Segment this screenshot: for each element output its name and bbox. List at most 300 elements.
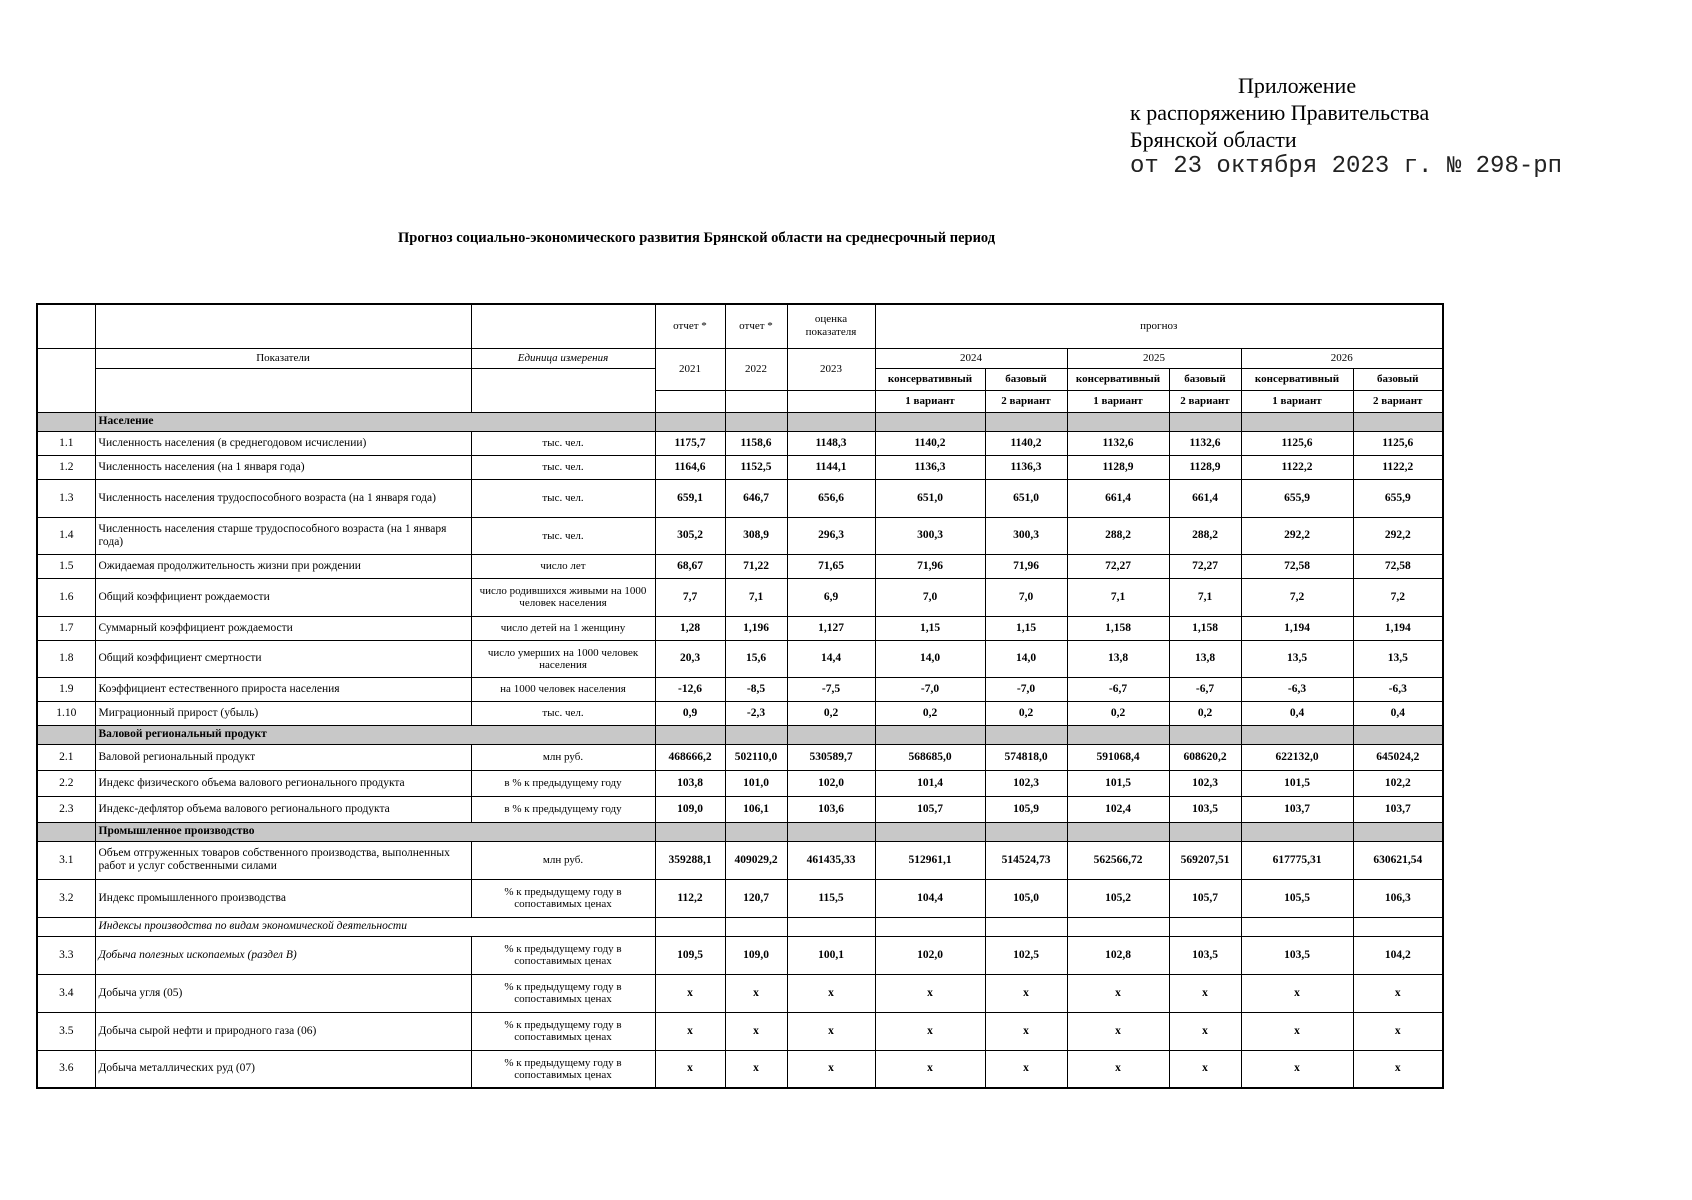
- value-cell: 0,2: [1169, 701, 1241, 725]
- header-empty-name: [95, 304, 471, 348]
- header-estimate: оценка показателя: [787, 304, 875, 348]
- value-cell: 103,5: [1241, 936, 1353, 974]
- value-cell: 1175,7: [655, 431, 725, 455]
- value-cell: x: [787, 1050, 875, 1088]
- section-name: Население: [95, 412, 655, 431]
- row-number: 2.1: [37, 744, 95, 770]
- section-num-blank: [37, 725, 95, 744]
- indicator-name: Валовой региональный продукт: [95, 744, 471, 770]
- value-cell: 109,0: [655, 796, 725, 822]
- row-number: 3.3: [37, 936, 95, 974]
- unit-of-measure: тыс. чел.: [471, 431, 655, 455]
- header-empty-num: [37, 304, 95, 348]
- value-cell: 103,6: [787, 796, 875, 822]
- value-cell: 0,4: [1241, 701, 1353, 725]
- value-cell: 359288,1: [655, 841, 725, 879]
- value-cell: 288,2: [1067, 517, 1169, 554]
- value-cell: 1,158: [1067, 616, 1169, 640]
- value-cell: x: [1353, 974, 1443, 1012]
- section-blank-cell: [655, 725, 725, 744]
- value-cell: 101,0: [725, 770, 787, 796]
- subheading-blank-cell: [787, 917, 875, 936]
- section-blank-cell: [1067, 822, 1169, 841]
- row-number: 1.1: [37, 431, 95, 455]
- subheading-blank-cell: [1169, 917, 1241, 936]
- value-cell: x: [1169, 974, 1241, 1012]
- section-blank-cell: [1067, 725, 1169, 744]
- header-variant1-2026: 1 вариант: [1241, 390, 1353, 412]
- table-row: [37, 936, 1443, 974]
- value-cell: 102,5: [985, 936, 1067, 974]
- unit-of-measure: тыс. чел.: [471, 455, 655, 479]
- value-cell: 1128,9: [1169, 455, 1241, 479]
- indicator-name: Численность населения (в среднегодовом исчислении): [95, 431, 471, 455]
- value-cell: x: [725, 974, 787, 1012]
- value-cell: 1152,5: [725, 455, 787, 479]
- section-blank-cell: [875, 725, 985, 744]
- section-blank-cell: [1169, 412, 1241, 431]
- value-cell: 71,22: [725, 554, 787, 578]
- value-cell: 1,15: [985, 616, 1067, 640]
- table-row: [37, 974, 1443, 1012]
- section-blank-cell: [1241, 412, 1353, 431]
- row-number: 3.1: [37, 841, 95, 879]
- value-cell: 305,2: [655, 517, 725, 554]
- value-cell: 591068,4: [1067, 744, 1169, 770]
- value-cell: x: [1169, 1050, 1241, 1088]
- value-cell: x: [1067, 1050, 1169, 1088]
- indicator-name: Добыча металлических руд (07): [95, 1050, 471, 1088]
- value-cell: 1132,6: [1067, 431, 1169, 455]
- value-cell: 71,65: [787, 554, 875, 578]
- value-cell: 1,15: [875, 616, 985, 640]
- subheading-blank-cell: [655, 917, 725, 936]
- appendix-date-number: от 23 октября 2023 г. № 298-рп: [1130, 153, 1563, 180]
- value-cell: 1,194: [1353, 616, 1443, 640]
- value-cell: 72,27: [1169, 554, 1241, 578]
- value-cell: 105,0: [985, 879, 1067, 917]
- indicator-name: Добыча угля (05): [95, 974, 471, 1012]
- header-base-2024: базовый: [985, 368, 1067, 390]
- row-number: 1.5: [37, 554, 95, 578]
- value-cell: 502110,0: [725, 744, 787, 770]
- value-cell: 13,8: [1067, 640, 1169, 677]
- section-blank-cell: [655, 822, 725, 841]
- value-cell: x: [1067, 974, 1169, 1012]
- value-cell: 622132,0: [1241, 744, 1353, 770]
- table-row: [37, 431, 1443, 455]
- subheading-blank-cell: [875, 917, 985, 936]
- value-cell: 1164,6: [655, 455, 725, 479]
- header-forecast: прогноз: [875, 304, 1443, 348]
- unit-of-measure: в % к предыдущему году: [471, 796, 655, 822]
- value-cell: -6,3: [1241, 677, 1353, 701]
- value-cell: 1144,1: [787, 455, 875, 479]
- table-row: [37, 517, 1443, 554]
- section-blank-cell: [985, 822, 1067, 841]
- value-cell: 72,58: [1241, 554, 1353, 578]
- header-num-cell: [37, 348, 95, 412]
- appendix-line-3: Брянской области: [1130, 127, 1297, 152]
- value-cell: 0,2: [1067, 701, 1169, 725]
- row-number: 1.6: [37, 578, 95, 616]
- value-cell: 1148,3: [787, 431, 875, 455]
- value-cell: 101,5: [1067, 770, 1169, 796]
- indicator-name: Коэффициент естественного прироста населения: [95, 677, 471, 701]
- value-cell: 102,3: [985, 770, 1067, 796]
- value-cell: 562566,72: [1067, 841, 1169, 879]
- unit-of-measure: число лет: [471, 554, 655, 578]
- section-blank-cell: [725, 822, 787, 841]
- value-cell: 630621,54: [1353, 841, 1443, 879]
- value-cell: 0,2: [985, 701, 1067, 725]
- section-blank-cell: [725, 412, 787, 431]
- row-number: 3.6: [37, 1050, 95, 1088]
- value-cell: x: [1241, 974, 1353, 1012]
- indicator-name: Добыча сырой нефти и природного газа (06): [95, 1012, 471, 1050]
- value-cell: 296,3: [787, 517, 875, 554]
- section-name: Промышленное производство: [95, 822, 655, 841]
- value-cell: 102,0: [875, 936, 985, 974]
- table-row: [37, 479, 1443, 517]
- value-cell: 105,7: [875, 796, 985, 822]
- value-cell: 1125,6: [1241, 431, 1353, 455]
- table-row: [37, 578, 1443, 616]
- value-cell: 7,0: [985, 578, 1067, 616]
- value-cell: 7,1: [1067, 578, 1169, 616]
- header-variant2-2026: 2 вариант: [1353, 390, 1443, 412]
- row-number: 1.3: [37, 479, 95, 517]
- value-cell: 109,0: [725, 936, 787, 974]
- table-row: [37, 640, 1443, 677]
- value-cell: -6,3: [1353, 677, 1443, 701]
- value-cell: x: [1241, 1050, 1353, 1088]
- unit-of-measure: число детей на 1 женщину: [471, 616, 655, 640]
- value-cell: 300,3: [875, 517, 985, 554]
- value-cell: 468666,2: [655, 744, 725, 770]
- forecast-table: [36, 303, 1444, 1089]
- section-blank-cell: [1169, 725, 1241, 744]
- value-cell: x: [1353, 1050, 1443, 1088]
- table-row: [37, 879, 1443, 917]
- value-cell: 102,0: [787, 770, 875, 796]
- indicator-name: Добыча полезных ископаемых (раздел В): [95, 936, 471, 974]
- value-cell: 7,2: [1241, 578, 1353, 616]
- value-cell: 530589,7: [787, 744, 875, 770]
- table-row: [37, 701, 1443, 725]
- header-variant1-2025: 1 вариант: [1067, 390, 1169, 412]
- section-blank-cell: [1241, 725, 1353, 744]
- header-unit-blank: [471, 368, 655, 412]
- value-cell: -6,7: [1169, 677, 1241, 701]
- row-number: 1.8: [37, 640, 95, 677]
- value-cell: 106,3: [1353, 879, 1443, 917]
- value-cell: x: [655, 974, 725, 1012]
- section-blank-cell: [985, 725, 1067, 744]
- value-cell: 109,5: [655, 936, 725, 974]
- value-cell: 1132,6: [1169, 431, 1241, 455]
- table-row: [37, 1012, 1443, 1050]
- value-cell: 608620,2: [1169, 744, 1241, 770]
- value-cell: 1,196: [725, 616, 787, 640]
- section-blank-cell: [875, 822, 985, 841]
- value-cell: 103,5: [1169, 936, 1241, 974]
- value-cell: x: [787, 1012, 875, 1050]
- value-cell: 292,2: [1353, 517, 1443, 554]
- appendix-line-2: к распоряжению Правительства: [1130, 100, 1430, 125]
- header-indicators: Показатели: [95, 348, 471, 368]
- unit-of-measure: тыс. чел.: [471, 701, 655, 725]
- value-cell: 617775,31: [1241, 841, 1353, 879]
- value-cell: 574818,0: [985, 744, 1067, 770]
- unit-of-measure: % к предыдущему году в сопоставимых ценах: [471, 879, 655, 917]
- section-blank-cell: [1353, 822, 1443, 841]
- header-conservative-2026: консервативный: [1241, 368, 1353, 390]
- value-cell: 104,2: [1353, 936, 1443, 974]
- unit-of-measure: % к предыдущему году в сопоставимых ценах: [471, 936, 655, 974]
- value-cell: x: [655, 1050, 725, 1088]
- table-row: [37, 616, 1443, 640]
- indicator-name: Численность населения старше трудоспособного возраста (на 1 января года): [95, 517, 471, 554]
- unit-of-measure: млн руб.: [471, 841, 655, 879]
- section-blank-cell: [985, 412, 1067, 431]
- value-cell: 104,4: [875, 879, 985, 917]
- section-blank-cell: [875, 412, 985, 431]
- value-cell: 1140,2: [985, 431, 1067, 455]
- value-cell: 1,127: [787, 616, 875, 640]
- value-cell: 409029,2: [725, 841, 787, 879]
- value-cell: 651,0: [875, 479, 985, 517]
- table-row: [37, 1050, 1443, 1088]
- value-cell: x: [985, 974, 1067, 1012]
- value-cell: -7,0: [875, 677, 985, 701]
- value-cell: 512961,1: [875, 841, 985, 879]
- unit-of-measure: число родившихся живыми на 1000 человек населения: [471, 578, 655, 616]
- value-cell: 102,2: [1353, 770, 1443, 796]
- header-unit: Единица измерения: [471, 348, 655, 368]
- row-number: 3.5: [37, 1012, 95, 1050]
- value-cell: 13,8: [1169, 640, 1241, 677]
- value-cell: 308,9: [725, 517, 787, 554]
- header-name-blank: [95, 368, 471, 412]
- value-cell: 13,5: [1241, 640, 1353, 677]
- value-cell: x: [985, 1050, 1067, 1088]
- indicator-name: Общий коэффициент рождаемости: [95, 578, 471, 616]
- unit-of-measure: % к предыдущему году в сопоставимых ценах: [471, 974, 655, 1012]
- value-cell: 1122,2: [1241, 455, 1353, 479]
- value-cell: 645024,2: [1353, 744, 1443, 770]
- value-cell: x: [1067, 1012, 1169, 1050]
- value-cell: 661,4: [1067, 479, 1169, 517]
- document-title: Прогноз социально-экономического развития Брянской области на среднесрочный период: [398, 230, 996, 246]
- value-cell: 105,5: [1241, 879, 1353, 917]
- indicator-name: Общий коэффициент смертности: [95, 640, 471, 677]
- section-blank-cell: [655, 412, 725, 431]
- table-row: [37, 455, 1443, 479]
- value-cell: 0,2: [875, 701, 985, 725]
- header-year-2021: 2021: [655, 348, 725, 390]
- value-cell: -7,0: [985, 677, 1067, 701]
- header-conservative-2024: консервативный: [875, 368, 985, 390]
- value-cell: 656,6: [787, 479, 875, 517]
- section-blank-cell: [787, 725, 875, 744]
- header-year-2026: 2026: [1241, 348, 1443, 368]
- indicator-name: Ожидаемая продолжительность жизни при рождении: [95, 554, 471, 578]
- table-row: [37, 796, 1443, 822]
- value-cell: x: [725, 1012, 787, 1050]
- value-cell: 651,0: [985, 479, 1067, 517]
- value-cell: 7,1: [725, 578, 787, 616]
- section-blank-cell: [1241, 822, 1353, 841]
- table-row: [37, 770, 1443, 796]
- value-cell: 13,5: [1353, 640, 1443, 677]
- header-variant2-2024: 2 вариант: [985, 390, 1067, 412]
- value-cell: 461435,33: [787, 841, 875, 879]
- value-cell: 646,7: [725, 479, 787, 517]
- value-cell: 14,0: [875, 640, 985, 677]
- value-cell: -2,3: [725, 701, 787, 725]
- appendix-block: [1130, 72, 1562, 180]
- unit-of-measure: в % к предыдущему году: [471, 770, 655, 796]
- section-name: Валовой региональный продукт: [95, 725, 655, 744]
- indicator-name: Численность населения трудоспособного возраста (на 1 января года): [95, 479, 471, 517]
- section-blank-cell: [787, 412, 875, 431]
- value-cell: 1136,3: [875, 455, 985, 479]
- unit-of-measure: млн руб.: [471, 744, 655, 770]
- value-cell: 569207,51: [1169, 841, 1241, 879]
- value-cell: 120,7: [725, 879, 787, 917]
- section-blank-cell: [1353, 725, 1443, 744]
- header-report-2022: отчет *: [725, 304, 787, 348]
- header-report-2021: отчет *: [655, 304, 725, 348]
- value-cell: 292,2: [1241, 517, 1353, 554]
- section-blank-cell: [1353, 412, 1443, 431]
- value-cell: 1158,6: [725, 431, 787, 455]
- subheading-blank-cell: [1353, 917, 1443, 936]
- value-cell: x: [1241, 1012, 1353, 1050]
- row-number: 1.7: [37, 616, 95, 640]
- value-cell: 72,58: [1353, 554, 1443, 578]
- value-cell: x: [725, 1050, 787, 1088]
- value-cell: 1128,9: [1067, 455, 1169, 479]
- value-cell: 7,7: [655, 578, 725, 616]
- header-year-2024: 2024: [875, 348, 1067, 368]
- table-row: [37, 677, 1443, 701]
- table-row: [37, 554, 1443, 578]
- value-cell: 106,1: [725, 796, 787, 822]
- value-cell: 1136,3: [985, 455, 1067, 479]
- header-year-2023: 2023: [787, 348, 875, 390]
- value-cell: 101,4: [875, 770, 985, 796]
- value-cell: 661,4: [1169, 479, 1241, 517]
- value-cell: 1,28: [655, 616, 725, 640]
- value-cell: 1140,2: [875, 431, 985, 455]
- value-cell: 659,1: [655, 479, 725, 517]
- section-blank-cell: [1169, 822, 1241, 841]
- value-cell: -7,5: [787, 677, 875, 701]
- header-blank-2021: [655, 390, 725, 412]
- header-base-2025: базовый: [1169, 368, 1241, 390]
- row-number: 3.4: [37, 974, 95, 1012]
- value-cell: 100,1: [787, 936, 875, 974]
- row-number: 2.2: [37, 770, 95, 796]
- value-cell: 105,9: [985, 796, 1067, 822]
- value-cell: 103,7: [1353, 796, 1443, 822]
- value-cell: 14,0: [985, 640, 1067, 677]
- unit-of-measure: % к предыдущему году в сопоставимых ценах: [471, 1012, 655, 1050]
- section-blank-cell: [787, 822, 875, 841]
- value-cell: 1,158: [1169, 616, 1241, 640]
- header-empty-unit: [471, 304, 655, 348]
- subheading-blank-cell: [725, 917, 787, 936]
- section-blank-cell: [725, 725, 787, 744]
- value-cell: 102,8: [1067, 936, 1169, 974]
- header-year-2022: 2022: [725, 348, 787, 390]
- value-cell: 288,2: [1169, 517, 1241, 554]
- value-cell: 568685,0: [875, 744, 985, 770]
- table-row: [37, 744, 1443, 770]
- section-blank-cell: [1067, 412, 1169, 431]
- appendix-title: Приложение: [1238, 73, 1357, 98]
- value-cell: 655,9: [1241, 479, 1353, 517]
- indicator-name: Объем отгруженных товаров собственного производства, выполненных работ и услуг собственными силами: [95, 841, 471, 879]
- indicator-name: Индекс-дефлятор объема валового регионального продукта: [95, 796, 471, 822]
- subheading-blank-cell: [1067, 917, 1169, 936]
- indicator-name: Индекс промышленного производства: [95, 879, 471, 917]
- value-cell: 105,7: [1169, 879, 1241, 917]
- value-cell: 1122,2: [1353, 455, 1443, 479]
- value-cell: x: [985, 1012, 1067, 1050]
- row-number: 1.4: [37, 517, 95, 554]
- value-cell: 0,4: [1353, 701, 1443, 725]
- value-cell: -6,7: [1067, 677, 1169, 701]
- value-cell: 103,5: [1169, 796, 1241, 822]
- value-cell: 105,2: [1067, 879, 1169, 917]
- value-cell: 6,9: [787, 578, 875, 616]
- value-cell: 7,1: [1169, 578, 1241, 616]
- value-cell: 7,2: [1353, 578, 1443, 616]
- unit-of-measure: число умерших на 1000 человек населения: [471, 640, 655, 677]
- value-cell: 20,3: [655, 640, 725, 677]
- row-number: 1.2: [37, 455, 95, 479]
- table-row: [37, 841, 1443, 879]
- value-cell: x: [655, 1012, 725, 1050]
- row-number: 1.10: [37, 701, 95, 725]
- value-cell: x: [1353, 1012, 1443, 1050]
- indicator-name: Индекс физического объема валового регионального продукта: [95, 770, 471, 796]
- unit-of-measure: % к предыдущему году в сопоставимых ценах: [471, 1050, 655, 1088]
- row-number: 2.3: [37, 796, 95, 822]
- value-cell: 71,96: [985, 554, 1067, 578]
- header-variant1-2024: 1 вариант: [875, 390, 985, 412]
- value-cell: 7,0: [875, 578, 985, 616]
- header-year-2025: 2025: [1067, 348, 1241, 368]
- value-cell: 1125,6: [1353, 431, 1443, 455]
- value-cell: x: [787, 974, 875, 1012]
- section-row: [37, 412, 1443, 431]
- header-base-2026: базовый: [1353, 368, 1443, 390]
- value-cell: 72,27: [1067, 554, 1169, 578]
- value-cell: 103,8: [655, 770, 725, 796]
- value-cell: x: [875, 1012, 985, 1050]
- subheading-row: [37, 917, 1443, 936]
- header-blank-2022: [725, 390, 787, 412]
- indicator-name: Численность населения (на 1 января года): [95, 455, 471, 479]
- value-cell: 68,67: [655, 554, 725, 578]
- value-cell: 115,5: [787, 879, 875, 917]
- value-cell: 102,3: [1169, 770, 1241, 796]
- value-cell: 514524,73: [985, 841, 1067, 879]
